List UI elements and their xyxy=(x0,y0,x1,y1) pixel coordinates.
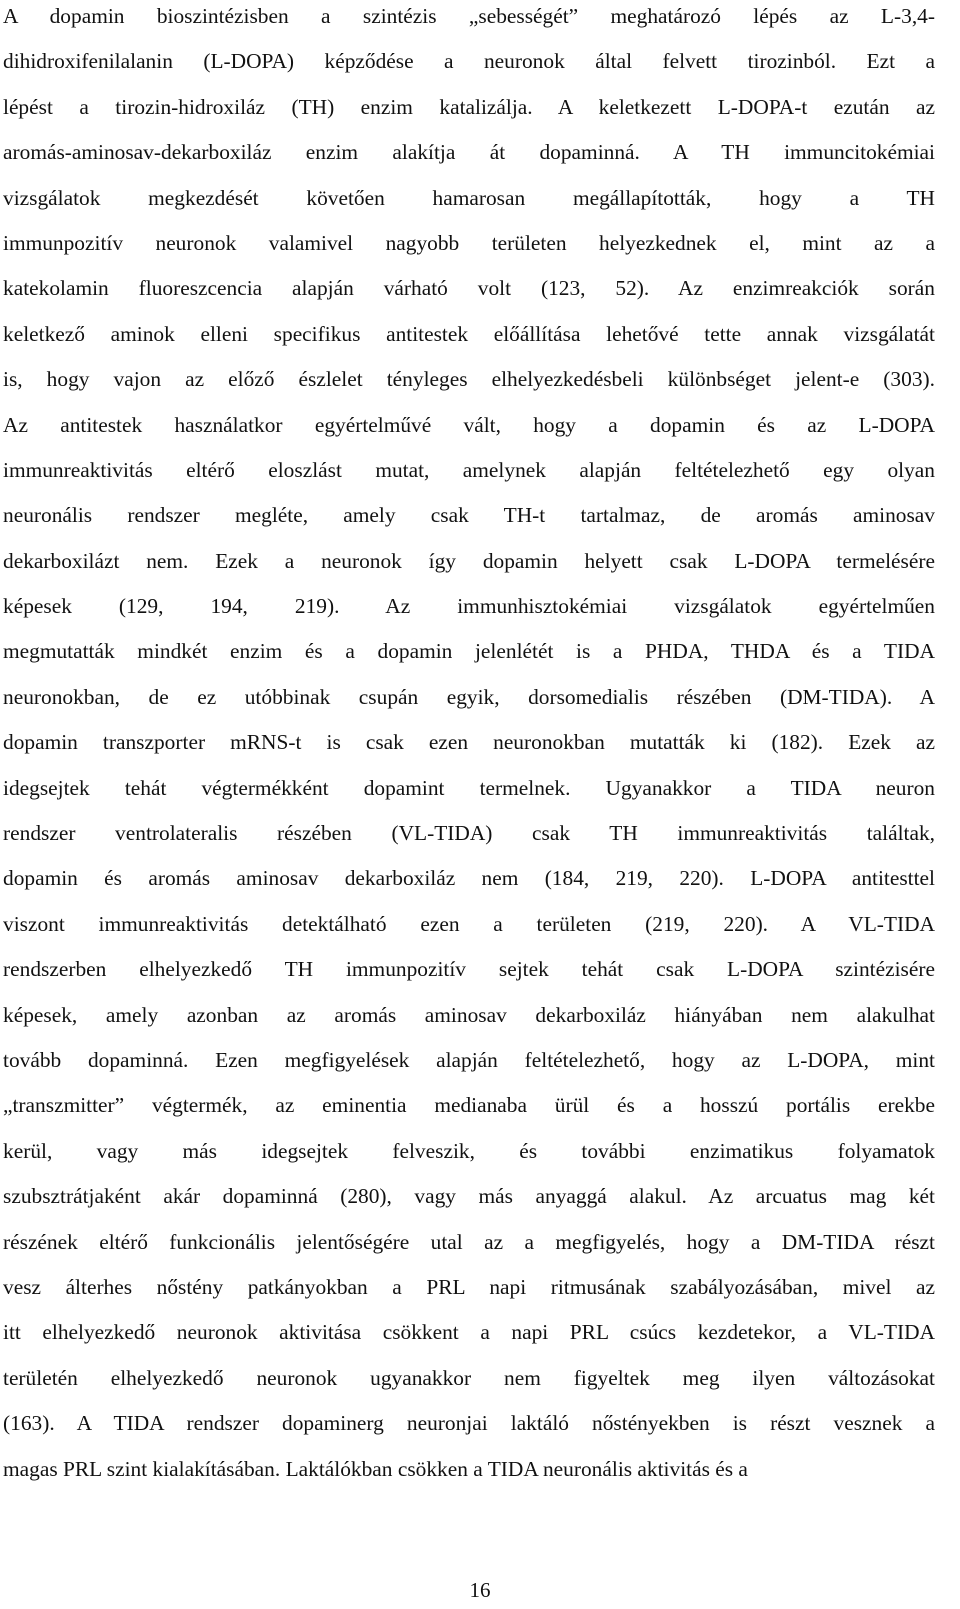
text-line: dopamin transzporter mRNS-t is csak ezen neuronokban mutatták ki (182). Ezek az xyxy=(3,730,935,755)
text-line: részének eltérő funkcionális jelentőségére utal az a megfigyelés, hogy a DM-TIDA részt xyxy=(3,1229,935,1254)
text-line: rendszer ventrolateralis részében (VL-TIDA) csak TH immunreaktivitás találtak, xyxy=(3,821,935,846)
text-line: (163). A TIDA rendszer dopaminerg neuronjai laktáló nőstényekben is részt vesznek a xyxy=(3,1411,935,1436)
text-line: A dopamin bioszintézisben a szintézis „sebességét” meghatározó lépés az L-3,4- xyxy=(3,4,935,28)
text-line: képesek (129, 194, 219). Az immunhisztokémiai vizsgálatok egyértelműen xyxy=(3,594,935,619)
text-line: immunpozitív neuronok valamivel nagyobb területen helyezkednek el, mint az a xyxy=(3,230,935,255)
text-line: lépést a tirozin-hidroxiláz (TH) enzim katalizálja. A keletkezett L-DOPA-t ezután az xyxy=(3,94,935,119)
body-paragraph xyxy=(3,0,935,1492)
text-line: magas PRL szint kialakításában. Laktálókban csökken a TIDA neuronális aktivitás és a xyxy=(3,1456,748,1481)
text-line: immunreaktivitás eltérő eloszlást mutat, amelynek alapján feltételezhető egy olyan xyxy=(3,457,935,482)
text-line: neuronokban, de ez utóbbinak csupán egyik, dorsomedialis részében (DM-TIDA). A xyxy=(3,684,935,709)
text-line: aromás-aminosav-dekarboxiláz enzim alakítja át dopaminná. A TH immuncitokémiai xyxy=(3,140,935,165)
text-line: viszont immunreaktivitás detektálható ezen a területen (219, 220). A VL-TIDA xyxy=(3,911,935,936)
text-line: rendszerben elhelyezkedő TH immunpozitív sejtek tehát csak L-DOPA szintézisére xyxy=(3,957,935,982)
text-line: Az antitestek használatkor egyértelművé vált, hogy a dopamin és az L-DOPA xyxy=(3,412,935,437)
text-line: területén elhelyezkedő neuronok ugyanakkor nem figyeltek meg ilyen változásokat xyxy=(3,1365,935,1390)
page-number: 16 xyxy=(469,1578,491,1602)
text-line: megmutatták mindkét enzim és a dopamin jelenlétét is a PHDA, THDA és a TIDA xyxy=(3,639,935,664)
text-line: neuronális rendszer megléte, amely csak TH-t tartalmaz, de aromás aminosav xyxy=(3,503,935,528)
text-line: vizsgálatok megkezdését követően hamarosan megállapították, hogy a TH xyxy=(3,185,935,210)
text-line: vesz álterhes nőstény patkányokban a PRL napi ritmusának szabályozásában, mivel az xyxy=(3,1274,935,1299)
text-line: keletkező aminok elleni specifikus antitestek előállítása lehetővé tette annak vizsgálatát xyxy=(3,321,935,346)
text-line: dopamin és aromás aminosav dekarboxiláz nem (184, 219, 220). L-DOPA antitesttel xyxy=(3,866,935,891)
text-line: is, hogy vajon az előző észlelet tényleges elhelyezkedésbeli különbséget jelent-e (303). xyxy=(3,367,935,392)
text-line: katekolamin fluoreszcencia alapján várható volt (123, 52). Az enzimreakciók során xyxy=(3,276,935,301)
text-line: „transzmitter” végtermék, az eminentia medianaba ürül és a hosszú portális erekbe xyxy=(3,1093,935,1118)
text-line: idegsejtek tehát végtermékként dopamint termelnek. Ugyanakkor a TIDA neuron xyxy=(3,775,935,800)
text-line: szubsztrátjaként akár dopaminná (280), vagy más anyaggá alakul. Az arcuatus mag két xyxy=(3,1184,935,1209)
text-line: dihidroxifenilalanin (L-DOPA) képződése a neuronok által felvett tirozinból. Ezt a xyxy=(3,49,935,74)
text-line: képesek, amely azonban az aromás aminosav dekarboxiláz hiányában nem alakulhat xyxy=(3,1002,935,1027)
text-line: kerül, vagy más idegsejtek felveszik, és további enzimatikus folyamatok xyxy=(3,1138,935,1163)
text-line: tovább dopaminná. Ezen megfigyelések alapján feltételezhető, hogy az L-DOPA, mint xyxy=(3,1047,935,1072)
text-line: dekarboxilázt nem. Ezek a neuronok így dopamin helyett csak L-DOPA termelésére xyxy=(3,548,935,573)
text-line: itt elhelyezkedő neuronok aktivitása csökkent a napi PRL csúcs kezdetekor, a VL-TIDA xyxy=(3,1320,935,1345)
